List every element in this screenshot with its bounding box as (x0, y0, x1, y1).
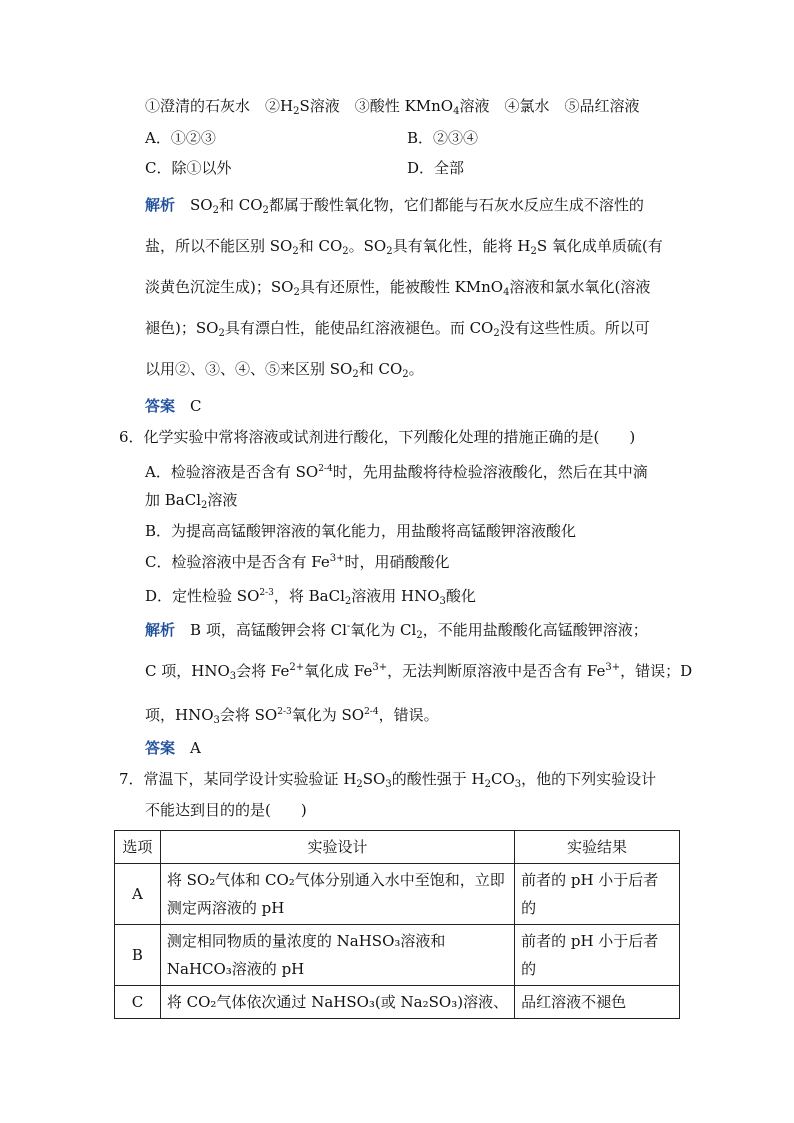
experiment-table (114, 830, 680, 1019)
analysis-label: 解析 (145, 621, 176, 639)
q5-answer: 答案 C (145, 397, 202, 415)
table-row (115, 986, 680, 1019)
q7-stem-line-2: 不能达到目的的是( ) (145, 801, 307, 819)
table-cell-design: 测定相同物质的量浓度的 NaHSO₃溶液和 NaHCO₃溶液的 pH (160, 925, 514, 986)
table-cell-design: 将 CO₂气体依次通过 NaHSO₃(或 Na₂SO₃)溶液、 (160, 986, 514, 1019)
table-cell-design: 将 SO₂气体和 CO₂气体分别通入水中至饱和，立即测定两溶液的 pH (160, 864, 514, 925)
q7-stem-line-1: 7．常温下，某同学设计实验验证 $H_2SO_3$的酸性强于 $H_2CO_3$，他的下列实验设计 (119, 770, 657, 790)
table-row (115, 925, 680, 986)
q6-option-c: C．检验溶液中是否含有 $Fe^{3+}$时，用硝酸酸化 (145, 553, 450, 571)
answer-label: 答案 (145, 397, 176, 415)
q6-option-a-line-1: A．检验溶液是否含有 SO$^{2-4}$时，先用盐酸将待检验溶液酸化，然后在其中滴 (145, 463, 648, 481)
q5-option-b: B．②③④ (407, 129, 479, 147)
table-header-result: 实验结果 (515, 831, 680, 864)
q6-option-b: B．为提高高锰酸钾溶液的氧化能力，用盐酸将高锰酸钾溶液酸化 (145, 522, 577, 540)
q6-analysis-line-1: 解析 B 项，高锰酸钾会将 Cl-氧化为 $Cl_2$，不能用盐酸酸化高锰酸钾溶液； (145, 621, 648, 641)
table-cell-result: 品红溶液不褪色 (515, 986, 680, 1019)
q6-answer: 答案 A (145, 739, 201, 757)
table-cell-result: 前者的 pH 小于后者的 (515, 925, 680, 986)
q5-options-line: ①澄清的石灰水 $②H_2S$溶液 ③酸性 KMnO$_4$溶液 ④氯水 ⑤品红溶液 (145, 97, 640, 117)
table-cell-result: 前者的 pH 小于后者的 (515, 864, 680, 925)
q5-option-c: C．除①以外 (145, 159, 232, 177)
q6-stem: 6．化学实验中常将溶液或试剂进行酸化，下列酸化处理的措施正确的是( ) (119, 428, 636, 446)
q5-option-a: A．①②③ (145, 129, 216, 147)
table-cell-option: C (115, 986, 161, 1019)
table-row (115, 864, 680, 925)
q5-option-d: D．全部 (407, 159, 465, 177)
q6-analysis-line-2: C 项，$HNO_3$会将 $Fe^{2+}$氧化成 $Fe^{3+}$，无法判断原溶液中是否含有 $Fe^{3+}$，错误；D (145, 662, 693, 682)
table-header-design: 实验设计 (160, 831, 514, 864)
table-cell-option: A (115, 864, 161, 925)
q5-analysis-line-5: 以用②、③、④、⑤来区别 $SO_2$和 $CO_2$。 (145, 360, 424, 380)
q6-option-a-line-2: 加 BaCl$_2$溶液 (145, 491, 238, 511)
table-header-option: 选项 (115, 831, 161, 864)
q5-analysis-line-2: 盐，所以不能区别 $SO_2$和 $CO_2$。$SO_2$具有氧化性，能将 $H_2S$ 氧化成单质硫(有 (145, 237, 663, 257)
answer-label: 答案 (145, 739, 176, 757)
q5-analysis-line-3: 淡黄色沉淀生成)；$SO_2$具有还原性，能被酸性 KMnO$_4$溶液和氯水氧化(溶液 (145, 278, 651, 298)
q6-option-d: D．定性检验 SO$^{2-3}$，将 BaCl$_2$溶液用 $HNO_3$酸化 (145, 587, 476, 607)
table-cell-option: B (115, 925, 161, 986)
q6-analysis-line-3: 项，$HNO_3$会将 SO$^{2-3}$氧化为 SO$^{2-4}$，错误。 (145, 706, 439, 726)
q5-analysis-line-4: 褪色)；$SO_2$具有漂白性，能使品红溶液褪色。而 $CO_2$没有这些性质。所以可 (145, 319, 650, 339)
q5-analysis-line-1: 解析 $SO_2$和 $CO_2$都属于酸性氧化物，它们都能与石灰水反应生成不溶性的 (145, 196, 644, 216)
table-header-row (115, 831, 680, 864)
analysis-label: 解析 (145, 196, 176, 214)
